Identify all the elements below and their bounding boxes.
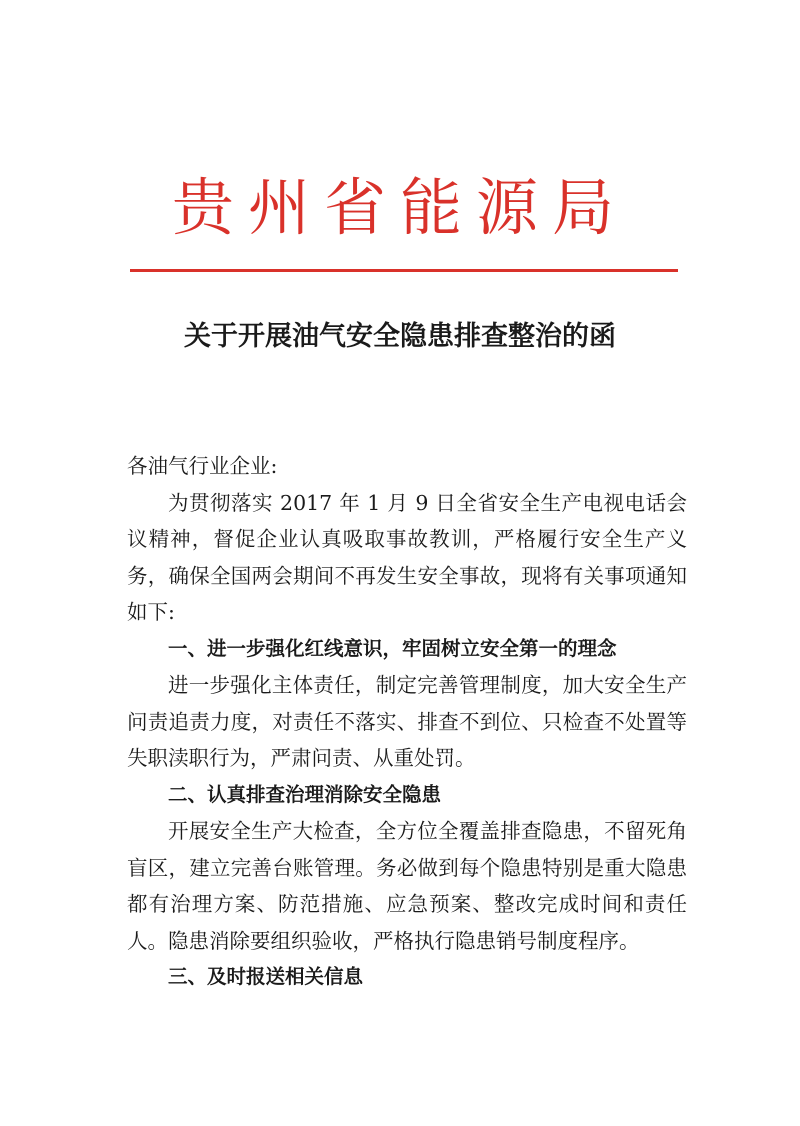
intro-paragraph: 为贯彻落实 2017 年 1 月 9 日全省安全生产电视电话会议精神，督促企业认真吸取事故教训，严格履行安全生产义务，确保全国两会期间不再发生安全事故，现将有关事项通知如下: (127, 490, 687, 624)
section-2-body: 开展安全生产大检查，全方位全覆盖排查隐患，不留死角盲区，建立完善台账管理。务必做到每个隐患特别是重大隐患都有治理方案、防范措施、应急预案、整改完成时间和责任人。隐患消除要组织验收，严格执行隐患销号制度程序。 (127, 819, 687, 953)
document-body (127, 448, 687, 996)
section-1-body: 进一步强化主体责任，制定完善管理制度，加大安全生产问责追责力度，对责任不落实、排查不到位、只检查不处置等失职渎职行为，严肃问责、从重处罚。 (127, 673, 687, 770)
salutation: 各油气行业企业: (127, 454, 278, 478)
document-title: 关于开展油气安全隐患排查整治的函 (184, 321, 616, 352)
section-3-heading: 三、及时报送相关信息 (168, 965, 364, 988)
letterhead-org-name: 贵州省能源局 (171, 171, 628, 244)
section-2-heading: 二、认真排查治理消除安全隐患 (168, 782, 442, 806)
letterhead-red-rule (130, 269, 678, 272)
section-1-heading: 一、进一步强化红线意识，牢固树立安全第一的理念 (168, 636, 617, 660)
